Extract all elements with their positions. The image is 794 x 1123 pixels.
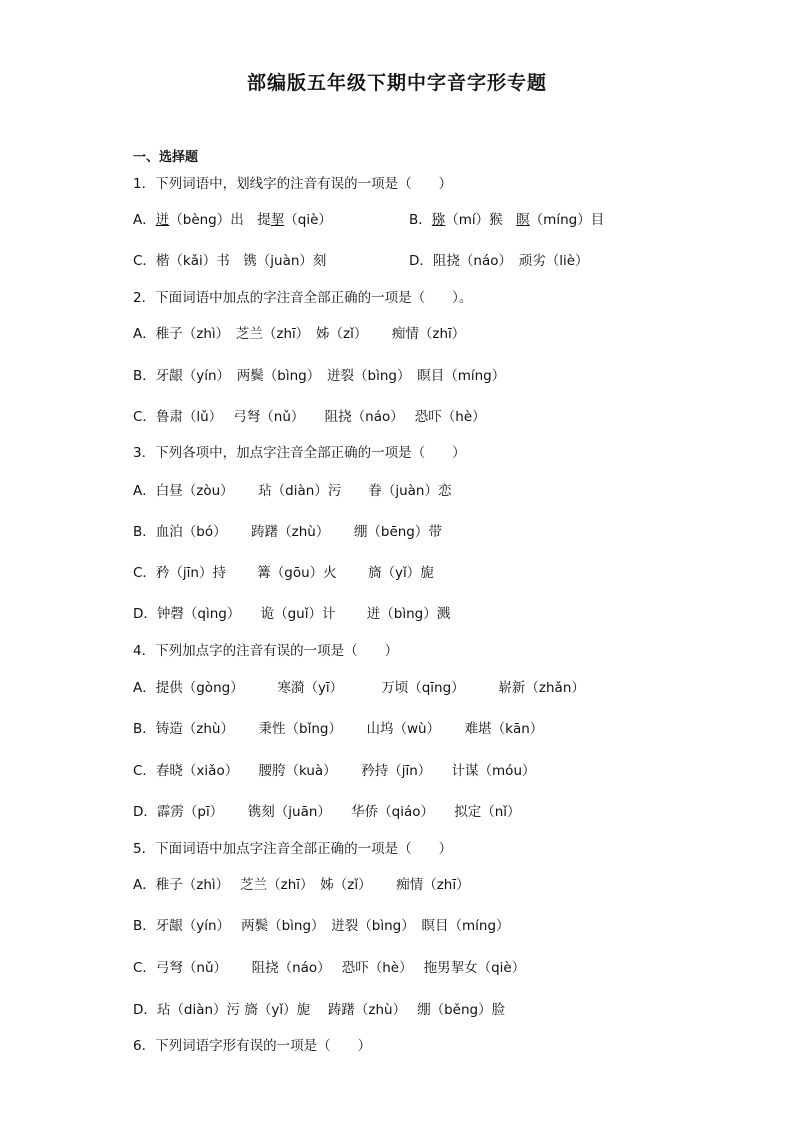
question-6-stem: 6．下列词语字形有误的一项是（ ） bbox=[133, 1038, 372, 1054]
section-heading: 一、选择题 bbox=[133, 150, 199, 165]
question-5-option-d[interactable]: D．玷（diàn）污 旖（yǐ）旎 踌躇（zhù） 绷（běng）脸 bbox=[133, 1002, 506, 1018]
question-3-option-c[interactable]: C．矜（jīn）持 篝（gōu）火 旖（yǐ）旎 bbox=[133, 565, 434, 581]
underlined-char: 迸 bbox=[155, 212, 170, 228]
question-2-option-a[interactable]: A．稚子（zhì） 芝兰（zhī） 姊（zǐ） 痴情（zhī） bbox=[133, 326, 466, 342]
option-text: （qiè） bbox=[284, 212, 332, 228]
question-4-option-c[interactable]: C．春晓（xiǎo） 腰胯（kuà） 矜持（jīn） 计谋（móu） bbox=[133, 763, 536, 779]
question-2-stem: 2．下面词语中加点的字注音全部正确的一项是（ ）。 bbox=[133, 290, 473, 306]
question-1-option-a[interactable] bbox=[133, 208, 332, 228]
question-3-option-a[interactable]: A．白昼（zòu） 玷（diàn）污 眷（juàn）恋 bbox=[133, 483, 452, 499]
question-4-option-a[interactable]: A．提供（gòng） 寒漪（yī） 万顷（qīng） 崭新（zhǎn） bbox=[133, 680, 585, 696]
question-5-stem: 5．下面词语中加点字注音全部正确的一项是（ ） bbox=[133, 841, 453, 857]
question-4-stem: 4．下列加点字的注音有误的一项是（ ） bbox=[133, 643, 399, 659]
question-1-option-b[interactable] bbox=[409, 208, 604, 228]
question-2-option-b[interactable]: B．牙龈（yín） 两鬓（bìng） 迸裂（bìng） 瞑目（míng） bbox=[133, 368, 506, 384]
question-1-stem: 1．下列词语中，划线字的注音有误的一项是（ ） bbox=[133, 176, 453, 192]
question-4-option-b[interactable]: B．铸造（zhù） 秉性（bǐng） 山坞（wù） 难堪（kān） bbox=[133, 721, 544, 737]
question-4-option-d[interactable]: D．霹雳（pī） 镌刻（juān） 华侨（qiáo） 拟定（nǐ） bbox=[133, 804, 521, 820]
option-letter: A． bbox=[133, 212, 156, 228]
option-text: （míng）目 bbox=[529, 212, 605, 228]
underlined-char: 猕 bbox=[431, 212, 446, 228]
question-1-option-c[interactable]: C．楷（kǎi）书 镌（juàn）刻 bbox=[133, 253, 327, 269]
underlined-char: 挈 bbox=[270, 212, 285, 228]
question-5-option-a[interactable]: A．稚子（zhì） 芝兰（zhī） 姊（zǐ） 痴情（zhī） bbox=[133, 877, 470, 893]
question-5-option-b[interactable]: B．牙龈（yín） 两鬓（bìng） 迸裂（bìng） 瞑目（míng） bbox=[133, 918, 510, 934]
option-text: （mí）猴 bbox=[445, 212, 517, 228]
underlined-char: 瞑 bbox=[516, 212, 530, 228]
question-3-option-b[interactable]: B．血泊（bó） 踌躇（zhù） 绷（bēng）带 bbox=[133, 524, 442, 540]
question-2-option-c[interactable]: C．鲁肃（lǔ） 弓弩（nǔ） 阻挠（náo） 恐吓（hè） bbox=[133, 409, 486, 425]
page-title: 部编版五年级下期中字音字形专题 bbox=[246, 72, 547, 94]
question-3-stem: 3．下列各项中，加点字注音全部正确的一项是（ ） bbox=[133, 445, 466, 461]
question-1-option-d[interactable]: D．阻挠（náo） 顽劣（liè） bbox=[409, 253, 589, 269]
option-letter: B． bbox=[409, 212, 432, 228]
question-5-option-c[interactable]: C．弓弩（nǔ） 阻挠（náo） 恐吓（hè） 拖男挈女（qiè） bbox=[133, 960, 526, 976]
option-text: （bèng）出 提 bbox=[169, 212, 271, 228]
question-3-option-d[interactable]: D．钟磬（qìng） 诡（guǐ）计 迸（bìng）溅 bbox=[133, 606, 451, 622]
